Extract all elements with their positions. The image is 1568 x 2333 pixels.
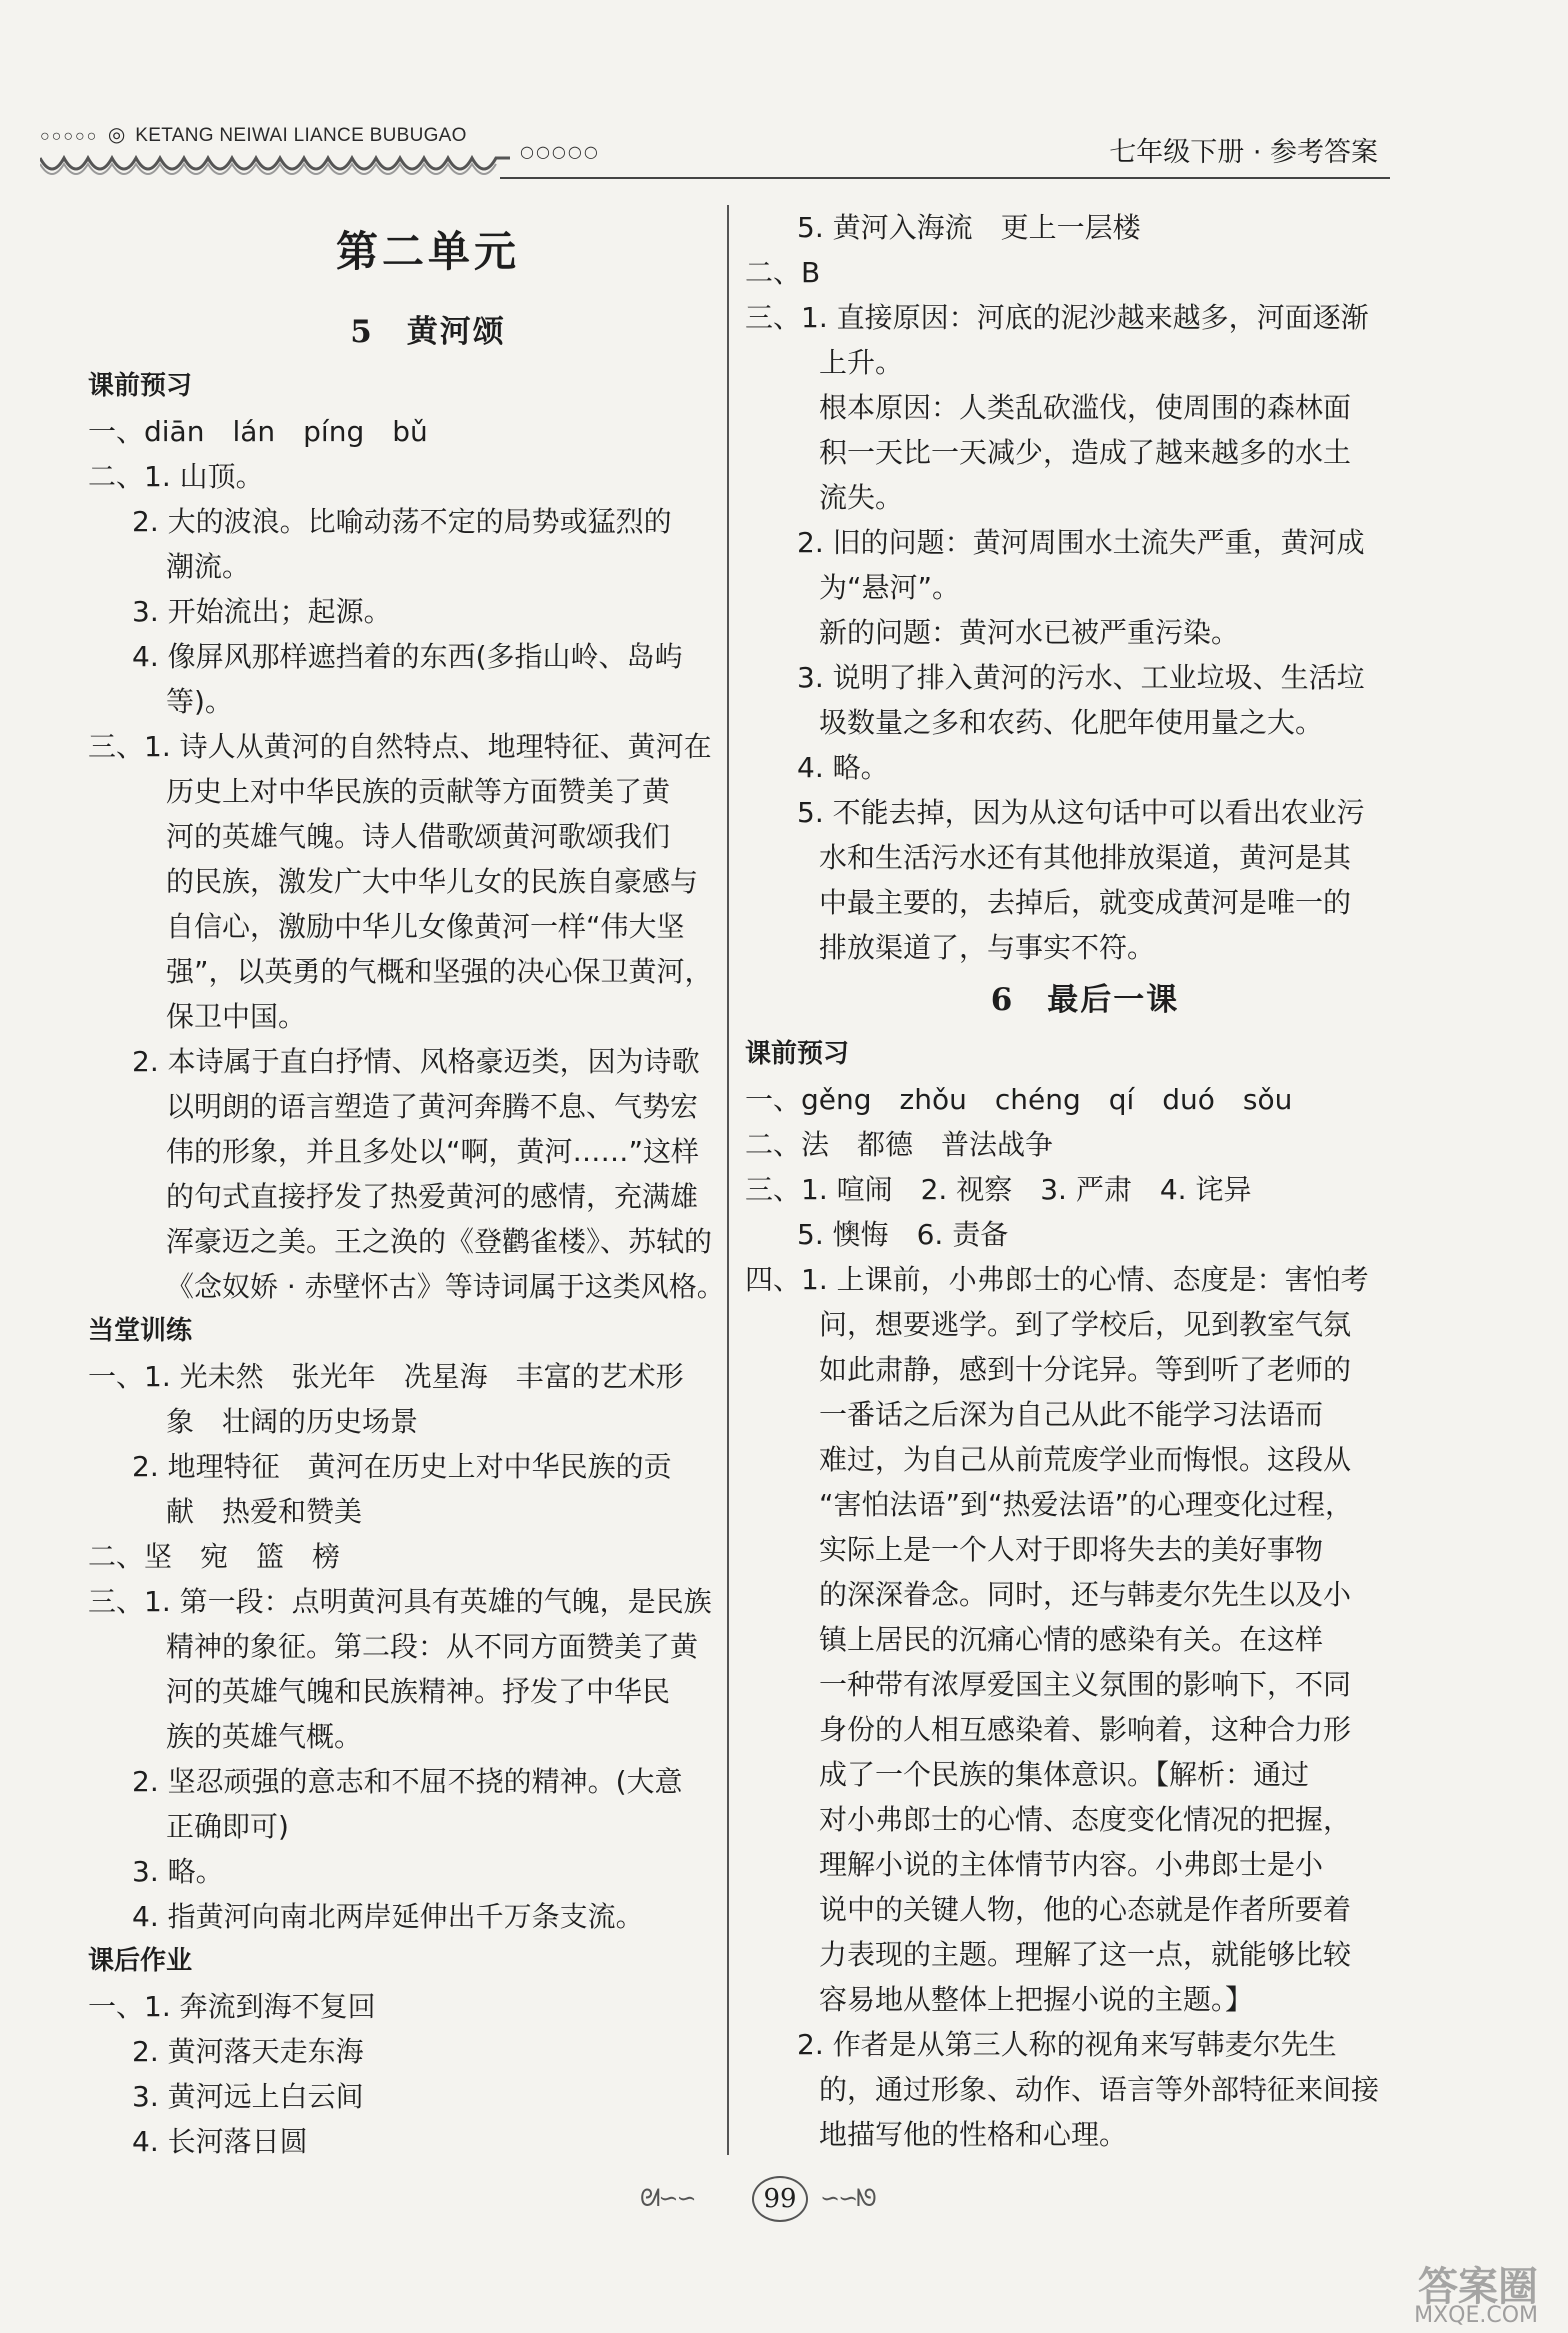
answer-line: 二、B <box>745 256 821 289</box>
answer-line: 实际上是一个人对于即将失去的美好事物 <box>819 1533 1324 1566</box>
answer-line: 5. 黄河入海流 更上一层楼 <box>797 211 1141 244</box>
answer-line: 等)。 <box>166 685 233 718</box>
answer-line: 2. 地理特征 黄河在历史上对中华民族的贡 <box>132 1450 672 1483</box>
answer-line: 河的英雄气魄。诗人借歌颂黄河歌颂我们 <box>166 820 671 853</box>
answer-line: 容易地从整体上把握小说的主题。】 <box>819 1983 1254 2016</box>
section-heading: 课前预习 <box>88 371 193 401</box>
answer-line: 二、法 都德 普法战争 <box>745 1128 1054 1161</box>
footer <box>640 2170 920 2230</box>
answer-line: 象 壮阔的历史场景 <box>166 1405 419 1438</box>
answer-line: 3. 略。 <box>132 1855 224 1888</box>
answer-line: 5. 不能去掉，因为从这句话中可以看出农业污 <box>797 796 1365 829</box>
answer-line: 正确即可) <box>166 1810 289 1843</box>
answer-line: 3. 开始流出；起源。 <box>132 595 392 628</box>
answer-line: 自信心，激励中华儿女像黄河一样“伟大坚 <box>166 910 685 943</box>
answer-line: 一、gěng zhǒu chéng qí duó sǒu <box>745 1083 1293 1116</box>
answer-line: 力表现的主题。理解了这一点，就能够比较 <box>819 1938 1352 1971</box>
answer-line: 身份的人相互感染着、影响着，这种合力形 <box>819 1713 1352 1746</box>
right-answer-lines-b <box>745 1032 1425 2157</box>
answer-line: 二、坚 宛 篮 榜 <box>88 1540 341 1573</box>
answer-line: 三、1. 第一段：点明黄河具有英雄的气魄，是民族 <box>88 1585 712 1618</box>
answer-line: 问，想要逃学。到了学校后，见到教室气氛 <box>819 1308 1352 1341</box>
answer-line: 3. 黄河远上白云间 <box>132 2080 364 2113</box>
answer-line: 难过，为自己从前荒废学业而悔恨。这段从 <box>819 1443 1352 1476</box>
answer-line: “害怕法语”到“热爱法语”的心理变化过程， <box>819 1488 1354 1521</box>
header-dots: ○○○○○ <box>40 128 99 145</box>
watermark-site: MXQE.COM <box>1414 2303 1538 2328</box>
answer-line: 成了一个民族的集体意识。【解析：通过 <box>819 1758 1310 1791</box>
answer-line: 如此肃静，感到十分诧异。等到听了老师的 <box>819 1353 1352 1386</box>
answer-line: 流失。 <box>819 481 904 514</box>
answer-line: 理解小说的主体情节内容。小弗郎士是小 <box>819 1848 1324 1881</box>
answer-line: 4. 指黄河向南北两岸延伸出千万条支流。 <box>132 1900 644 1933</box>
answer-line: 三、1. 诗人从黄河的自然特点、地理特征、黄河在 <box>88 730 712 763</box>
answer-line: 三、1. 喧闹 2. 视察 3. 严肃 4. 诧异 <box>745 1173 1252 1206</box>
answer-line: 为“悬河”。 <box>819 571 961 604</box>
header-series-text: KETANG NEIWAI LIANCE BUBUGAO <box>135 125 467 146</box>
answer-line: 2. 坚忍顽强的意志和不屈不挠的精神。(大意 <box>132 1765 683 1798</box>
answer-line: 族的英雄气概。 <box>166 1720 363 1753</box>
answer-line: 四、1. 上课前，小弗郎士的心情、态度是：害怕考 <box>745 1263 1369 1296</box>
answer-line: 二、1. 山顶。 <box>88 460 264 493</box>
header-series-title <box>40 122 467 147</box>
answer-line: 一、1. 光未然 张光年 冼星海 丰富的艺术形 <box>88 1360 684 1393</box>
header-dots-trailing: ○○○○○ <box>520 142 600 161</box>
answer-line: 潮流。 <box>166 550 251 583</box>
answer-line: 三、1. 直接原因：河底的泥沙越来越多，河面逐渐 <box>745 301 1369 334</box>
answer-line: 一、diān lán píng bǔ <box>88 415 428 448</box>
answer-line: 对小弗郎士的心情、态度变化情况的把握， <box>819 1803 1352 1836</box>
lesson-title: 5 黄河颂 <box>350 314 506 350</box>
header-book-title: 七年级下册 · 参考答案 <box>1109 137 1378 168</box>
answer-line: 2. 旧的问题：黄河周围水土流失严重，黄河成 <box>797 526 1365 559</box>
answer-line: 圾数量之多和农药、化肥年使用量之大。 <box>819 706 1324 739</box>
answer-line: 2. 本诗属于直白抒情、风格豪迈类，因为诗歌 <box>132 1045 700 1078</box>
answer-line: 2. 大的波浪。比喻动荡不定的局势或猛烈的 <box>132 505 672 538</box>
header-rule <box>500 177 1390 179</box>
logo-mark-icon: ◎ <box>107 124 126 146</box>
answer-line: 镇上居民的沉痛心情的感染有关。在这样 <box>819 1623 1324 1656</box>
answer-line: 一种带有浓厚爱国主义氛围的影响下，不同 <box>819 1668 1352 1701</box>
answer-line: 水和生活污水还有其他排放渠道，黄河是其 <box>819 841 1352 874</box>
answer-line: 4. 长河落日圆 <box>132 2125 308 2158</box>
answer-line: 上升。 <box>819 346 904 379</box>
answer-line: 中最主要的，去掉后，就变成黄河是唯一的 <box>819 886 1352 919</box>
answer-line: 积一天比一天减少，造成了越来越多的水土 <box>819 436 1352 469</box>
section-heading: 当堂训练 <box>88 1316 193 1346</box>
answer-line: 5. 懊悔 6. 责备 <box>797 1218 1009 1251</box>
right-column <box>745 205 1425 2157</box>
header-wave-ornament-icon <box>40 150 510 190</box>
answer-line: 4. 略。 <box>797 751 889 784</box>
answer-line: 根本原因：人类乱砍滥伐，使周围的森林面 <box>819 391 1352 424</box>
answer-line: 排放渠道了，与事实不符。 <box>819 931 1156 964</box>
answer-line: 2. 作者是从第三人称的视角来写韩麦尔先生 <box>797 2028 1337 2061</box>
right-answer-lines-a <box>745 205 1425 970</box>
answer-line: 3. 说明了排入黄河的污水、工业垃圾、生活垃 <box>797 661 1365 694</box>
answer-line: 以明朗的语言塑造了黄河奔腾不息、气势宏 <box>166 1090 699 1123</box>
watermark-brand: 答案圈 <box>1418 2264 1538 2310</box>
answer-line: 保卫中国。 <box>166 1000 307 1033</box>
unit-title: 第二单元 <box>335 227 520 276</box>
page-number: 99 <box>752 2176 808 2222</box>
left-answer-lines <box>88 364 768 2164</box>
answer-line: 浑豪迈之美。王之涣的《登鹳雀楼》、苏轼的 <box>166 1225 713 1258</box>
answer-line: 献 热爱和赞美 <box>166 1495 363 1528</box>
answer-line: 地描写他的性格和心理。 <box>819 2118 1128 2151</box>
answer-line: 《念奴娇 · 赤壁怀古》等诗词属于这类风格。 <box>166 1270 725 1303</box>
answer-line: 说中的关键人物，他的心态就是作者所要着 <box>819 1893 1352 1926</box>
answer-line: 河的英雄气魄和民族精神。抒发了中华民 <box>166 1675 671 1708</box>
answer-line: 精神的象征。第二段：从不同方面赞美了黄 <box>166 1630 699 1663</box>
left-column <box>88 212 768 2164</box>
answer-line: 伟的形象，并且多处以“啊，黄河……”这样 <box>166 1135 700 1168</box>
column-divider <box>727 205 729 2155</box>
answer-line: 的句式直接抒发了热爱黄河的感情，充满雄 <box>166 1180 699 1213</box>
answer-line: 的深深眷念。同时，还与韩麦尔先生以及小 <box>819 1578 1352 1611</box>
answer-line: 一、1. 奔流到海不复回 <box>88 1990 376 2023</box>
footer-ornament-left-icon: ᘛ∽∽ <box>640 2184 695 2212</box>
section-heading: 课后作业 <box>88 1946 193 1976</box>
answer-line: 4. 像屏风那样遮挡着的东西(多指山岭、岛屿 <box>132 640 683 673</box>
answer-line: 2. 黄河落天走东海 <box>132 2035 364 2068</box>
section-heading: 课前预习 <box>745 1039 850 1069</box>
footer-ornament-right-icon: ∽∽ᘚ <box>820 2184 875 2212</box>
answer-line: 历史上对中华民族的贡献等方面赞美了黄 <box>166 775 671 808</box>
answer-line: 的民族，激发广大中华儿女的民族自豪感与 <box>166 865 699 898</box>
answer-line: 的，通过形象、动作、语言等外部特征来间接 <box>819 2073 1380 2106</box>
answer-line: 新的问题：黄河水已被严重污染。 <box>819 616 1240 649</box>
answer-line: 一番话之后深为自己从此不能学习法语而 <box>819 1398 1324 1431</box>
answer-line: 强”，以英勇的气概和坚强的决心保卫黄河， <box>166 955 713 988</box>
lesson-title-2: 6 最后一课 <box>990 982 1180 1018</box>
